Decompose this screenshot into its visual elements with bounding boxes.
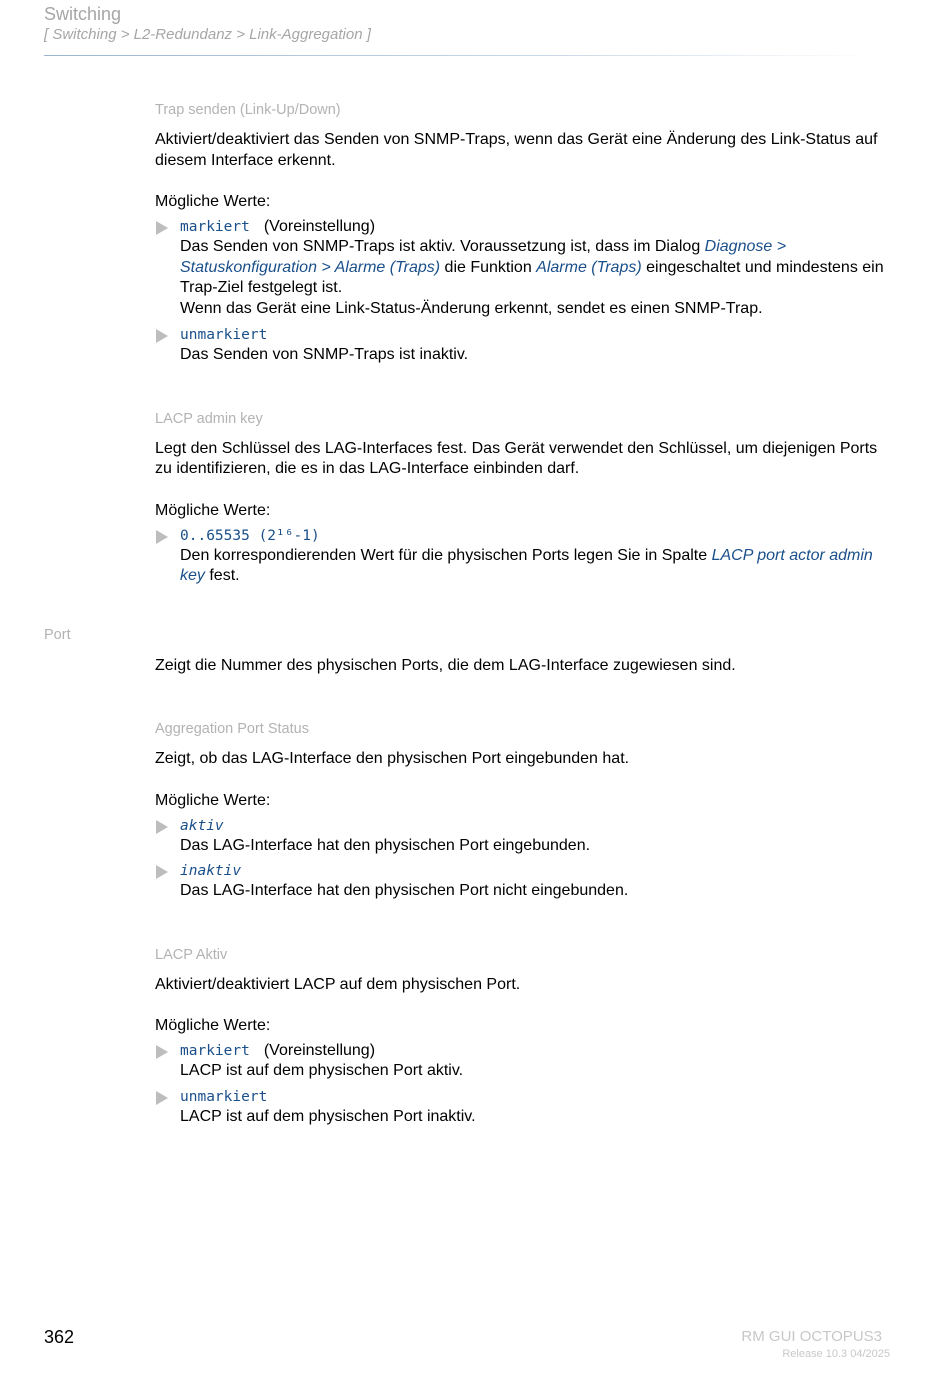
agg-status-values-heading: Mögliche Werte: [155, 791, 271, 809]
value-code: 0..65535 (2¹⁶-1) [180, 527, 320, 544]
value-code: markiert [180, 1043, 250, 1059]
value-description: Das LAG-Interface hat den physischen Port nicht eingebunden. [180, 882, 629, 899]
list-item [155, 526, 895, 587]
text-fragment: fest. [204, 567, 240, 584]
lacp-active-description: Aktiviert/deaktiviert LACP auf dem physischen Port. [155, 975, 521, 993]
text-fragment: Den korrespondierenden Wert für die physischen Ports legen Sie in Spalte [180, 546, 712, 564]
text-fragment: Das Senden von SNMP-Traps ist aktiv. Voraussetzung ist, dass im Dialog [180, 238, 705, 255]
document-name: RM GUI OCTOPUS3 [741, 1328, 882, 1345]
trap-description: Aktiviert/deaktiviert das Senden von SNMP-Traps, wenn das Gerät eine Änderung des Link-Status auf diesem Interface erkennt. [155, 131, 878, 169]
bullet-triangle-icon [156, 1045, 168, 1059]
lacp-key-values-heading: Mögliche Werte: [155, 501, 271, 519]
function-link[interactable]: Alarme (Traps) [536, 258, 642, 276]
value-code: aktiv [180, 817, 224, 834]
list-item [155, 1041, 895, 1082]
value-description: Das LAG-Interface hat den physischen Port eingebunden. [180, 836, 591, 854]
bullet-triangle-icon [156, 820, 168, 834]
bullet-triangle-icon [156, 530, 168, 544]
text-fragment: eingeschaltet und mindestens ein Trap-Ziel festgelegt ist. [180, 258, 884, 296]
list-item [155, 217, 895, 319]
value-code: unmarkiert [180, 327, 268, 343]
default-note: (Voreinstellung) [263, 218, 376, 235]
list-item [155, 325, 895, 366]
value-description: LACP ist auf dem physischen Port inaktiv. [180, 1107, 476, 1125]
section-label-lacp-admin-key: LACP admin key [155, 410, 263, 427]
trap-values-heading: Mögliche Werte: [155, 193, 271, 210]
section-label-trap: Trap senden (Link-Up/Down) [155, 102, 341, 118]
text-fragment: die Funktion [440, 258, 537, 276]
list-item [155, 816, 895, 857]
section-label-lacp-aktiv: LACP Aktiv [155, 946, 228, 963]
value-description: Das Senden von SNMP-Traps ist inaktiv. [180, 346, 469, 363]
value-description: LACP ist auf dem physischen Port aktiv. [180, 1062, 464, 1079]
section-label-port: Port [44, 627, 71, 643]
breadcrumb: [ Switching > L2-Redundanz > Link-Aggregation ] [44, 26, 371, 43]
page-number: 362 [44, 1327, 75, 1347]
value-description [180, 237, 895, 299]
port-description: Zeigt die Nummer des physischen Ports, die dem LAG-Interface zugewiesen sind. [155, 656, 736, 674]
agg-status-description: Zeigt, ob das LAG-Interface den physischen Port eingebunden hat. [155, 750, 630, 767]
value-code: unmarkiert [180, 1088, 268, 1105]
release-info: Release 10.3 04/2025 [782, 1348, 890, 1360]
value-description [180, 546, 895, 587]
bullet-triangle-icon [156, 1091, 168, 1105]
page-header [44, 3, 874, 45]
lacp-active-values-heading: Mögliche Werte: [155, 1017, 271, 1034]
section-label-aggregation-port-status: Aggregation Port Status [155, 721, 309, 737]
bullet-triangle-icon [156, 865, 168, 879]
default-note: (Voreinstellung) [263, 1042, 376, 1059]
value-code: inaktiv [180, 863, 242, 879]
main-content [155, 100, 895, 1127]
dialog-link[interactable]: Diagnose > Statuskonfiguration > Alarme (Traps) [180, 238, 787, 276]
column-link[interactable]: LACP port actor admin key [180, 546, 873, 584]
lacp-key-description: Legt den Schlüssel des LAG-Interfaces fest. Das Gerät verwendet den Schlüssel, um diejenigen Ports zu identifizieren, die es in das LAG-Interface einbinden darf. [155, 439, 878, 477]
bullet-triangle-icon [156, 221, 168, 235]
value-description: Wenn das Gerät eine Link-Status-Änderung erkennt, sendet es einen SNMP-Trap. [180, 299, 763, 317]
list-item [155, 861, 895, 902]
header-divider [44, 55, 874, 56]
header-title: Switching [44, 4, 122, 24]
list-item [155, 1087, 895, 1128]
bullet-triangle-icon [156, 329, 168, 343]
value-code: markiert [180, 219, 250, 235]
